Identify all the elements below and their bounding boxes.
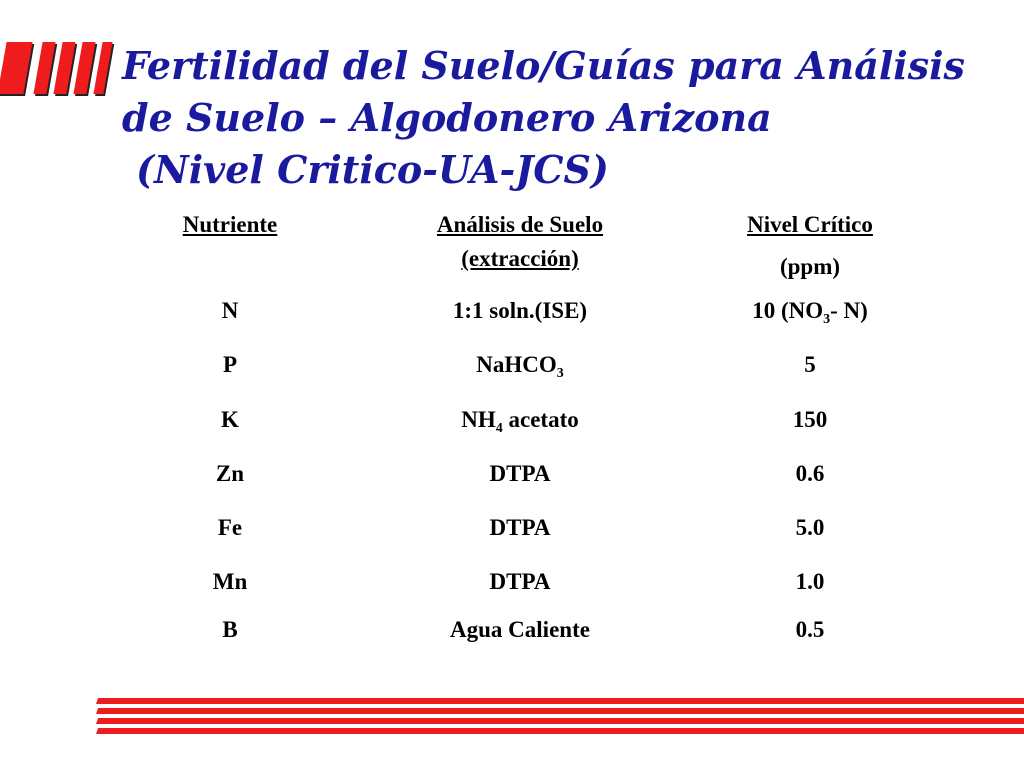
- title-line-1: Fertilidad del Suelo/Guías para Análisis: [122, 43, 965, 88]
- table-cell-nutrient: K: [221, 407, 239, 432]
- decorative-stripe: [96, 698, 1024, 704]
- table-cell-nutrient: Mn: [212, 569, 248, 594]
- table-cell-nutrient: B: [222, 617, 238, 642]
- table-cell-method: Agua Caliente: [450, 617, 590, 642]
- header-analisis-line2: (extracción): [461, 246, 579, 271]
- table-cell-method: DTPA: [489, 515, 551, 540]
- method-text-suffix: acetato: [502, 407, 579, 432]
- decorative-bar: [33, 42, 55, 94]
- header-nivel: [690, 212, 930, 238]
- table-cell-method: [380, 407, 660, 436]
- decorative-bar: [53, 42, 75, 94]
- table-cell-level: 5.0: [795, 515, 825, 540]
- decorative-stripe: [96, 718, 1024, 724]
- method-text: NH: [461, 407, 496, 432]
- table-cell-method: DTPA: [489, 569, 551, 594]
- table-cell-nutrient: P: [222, 352, 238, 377]
- level-text: 10 (NO: [752, 298, 824, 323]
- header-ppm: (ppm): [779, 254, 841, 279]
- table-cell-nutrient: Zn: [215, 461, 245, 486]
- table-cell-method: 1:1 soln.(ISE): [452, 298, 588, 323]
- header-nutriente: Nutriente: [182, 212, 278, 237]
- header-analisis: [380, 212, 660, 238]
- table-cell-method: [380, 352, 660, 381]
- decorative-bars: [0, 42, 112, 98]
- table-cell-level: [690, 298, 930, 327]
- decorative-stripes: [96, 698, 1024, 738]
- header-nivel-line1: Nivel Crítico: [747, 212, 873, 237]
- slide-title: [122, 40, 1002, 196]
- table-cell-nutrient: N: [221, 298, 239, 323]
- decorative-bar: [73, 42, 95, 94]
- method-subscript: 3: [556, 366, 564, 381]
- level-subscript: 3: [823, 312, 831, 327]
- decorative-bar: [93, 42, 112, 94]
- method-text: NaHCO: [476, 352, 557, 377]
- table-cell-level: 5: [804, 352, 816, 377]
- header-analisis-sub: [380, 246, 660, 272]
- table-cell-level: 150: [792, 407, 828, 432]
- table-cell-level: 1.0: [795, 569, 825, 594]
- title-line-3: (Nivel Critico-UA-JCS): [136, 147, 609, 192]
- title-line-2: de Suelo – Algodonero Arizona: [122, 95, 772, 140]
- table-cell-level: 0.6: [795, 461, 825, 486]
- level-text-suffix: - N): [830, 298, 868, 323]
- header-analisis-line1: Análisis de Suelo: [436, 212, 604, 237]
- table-cell-level: 0.5: [795, 617, 825, 642]
- table-cell-method: DTPA: [489, 461, 551, 486]
- method-subscript: 4: [495, 421, 503, 436]
- decorative-stripe: [96, 708, 1024, 714]
- table-cell-nutrient: Fe: [217, 515, 243, 540]
- decorative-bar: [0, 42, 33, 94]
- decorative-stripe: [96, 728, 1024, 734]
